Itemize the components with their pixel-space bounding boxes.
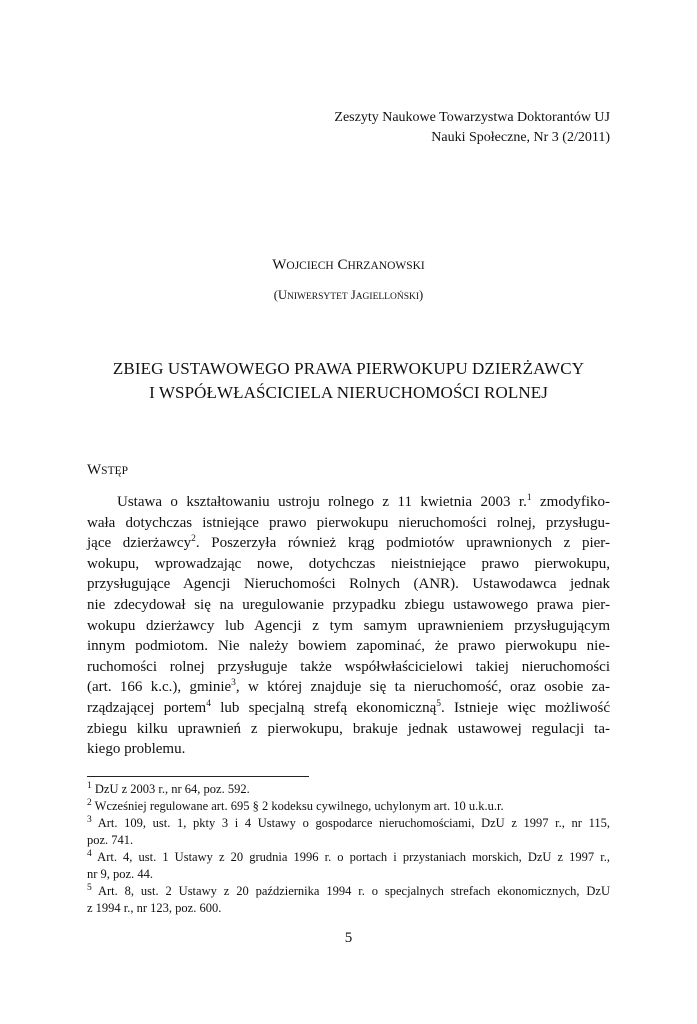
- footnotes: [87, 781, 610, 917]
- footnote-3: $^3$ Art. 109, ust. 1, pkty 3 i 4 Ustawy o gospodarce nieruchomościami, DzU z 1997 r., nr 115, poz. 741.: [87, 814, 610, 847]
- body-line: zbiegu kilku uprawnień z pierwokupu, brakuje jednak ustawowej regulacji ta-: [87, 720, 610, 737]
- body-line: rządzającej portem$^4$ lub specjalną strefą ekonomiczną$^5$. Istnieje więc możliwość: [87, 698, 610, 716]
- author-name: WOJCIECH CHRZANOWSKI: [272, 257, 425, 273]
- body-line: nie zdecydował się na uregulowanie przypadku zbiegu ustawowego prawa pier-: [87, 596, 610, 613]
- footnote-ref: 2: [191, 534, 196, 545]
- body-paragraph: [87, 492, 610, 760]
- author-affiliation: (UNIWERSYTET JAGIELLOŃSKI): [273, 288, 424, 302]
- footnote-4: $^4$ Art. 4, ust. 1 Ustawy z 20 grudnia 1996 r. o portach i przystaniach morskich, DzU z 1997 r., nr 9, poz. 44.: [87, 848, 610, 881]
- journal-issue: Nauki Społeczne, Nr 3 (2/2011): [431, 130, 610, 145]
- body-line: ruchomości rolnej przysługuje także współwłaścicielowi takiej nieruchomości: [87, 658, 610, 675]
- journal-header: [334, 108, 610, 148]
- journal-name: Zeszyty Naukowe Towarzystwa Doktorantów UJ: [334, 110, 610, 125]
- footnote-separator: [87, 776, 309, 777]
- title-line-2: I WSPÓŁWŁAŚCICIELA NIERUCHOMOŚCI ROLNEJ: [149, 383, 548, 402]
- body-line: kiego problemu.: [87, 741, 186, 758]
- page-number: 5: [344, 930, 353, 946]
- footnote-2: $^2$ Wcześniej regulowane art. 695 § 2 kodeksu cywilnego, uchylonym art. 10 u.k.u.r.: [87, 797, 504, 813]
- footnote-ref: 5: [436, 698, 441, 709]
- body-line: (art. 166 k.c.), gminie$^3$, w której znajduje się ta nieruchomość, oraz osobie za-: [87, 678, 610, 696]
- title-line-1: ZBIEG USTAWOWEGO PRAWA PIERWOKUPU DZIERŻAWCY: [112, 359, 585, 378]
- body-line: wokupu dzierżawcy lub Agencji z tym samym uprawnieniem przysługującym: [87, 617, 610, 634]
- body-line: wała dotychczas istniejące prawo pierwokupu nieruchomości rolnej, przysługu-: [87, 514, 610, 531]
- footnote-ref: 3: [231, 678, 236, 689]
- body-line: Ustawa o kształtowaniu ustroju rolnego z 11 kwietnia 2003 r.$^1$ zmodyfiko-: [117, 493, 610, 510]
- footnote-1: $^1$ DzU z 2003 r., nr 64, poz. 592.: [87, 780, 250, 796]
- footnote-ref: 4: [206, 698, 211, 709]
- body-line: jące dzierżawcy$^2$. Poszerzyła również krąg podmiotów uprawnionych z pier-: [87, 534, 610, 552]
- footnote-ref: 1: [526, 493, 532, 503]
- footnote-5: $^5$ Art. 8, ust. 2 Ustawy z 20 października 1994 r. o specjalnych strefach ekonomicznych, DzU z 1994 r., nr 123, poz. 600.: [87, 882, 610, 915]
- body-line: wokupu, wprowadzając nowe, dotychczas nieistniejące prawo pierwokupu,: [87, 555, 610, 572]
- body-line: przysługujące Agencji Nieruchomości Rolnych (ANR). Ustawodawca jednak: [87, 576, 610, 593]
- body-line: innym podmiotom. Nie należy bowiem zapominać, że prawo pierwokupu nie-: [87, 638, 610, 655]
- article-title: [0, 357, 697, 405]
- section-heading: WSTĘP: [87, 462, 129, 478]
